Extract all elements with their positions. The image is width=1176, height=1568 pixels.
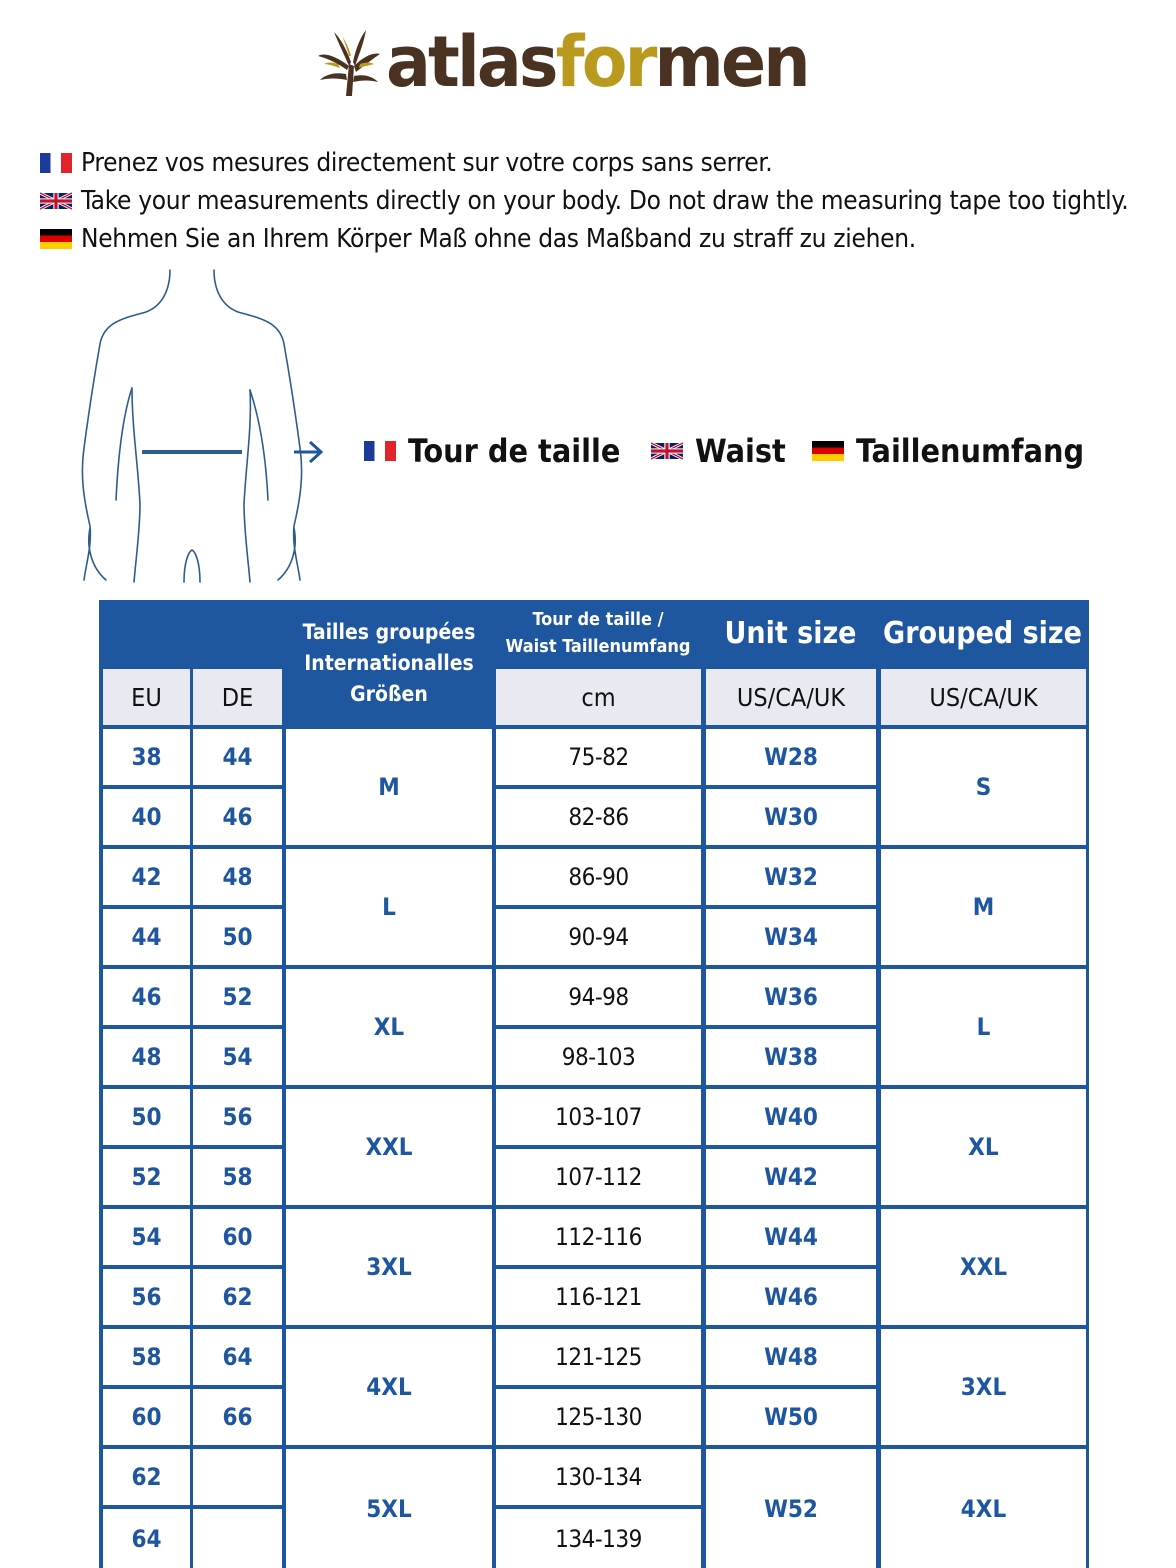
de-size-cell: 48: [193, 849, 282, 905]
eu-size-cell: 44: [103, 909, 190, 965]
intl-group-cell: 3XL: [286, 1209, 492, 1325]
grouped-size-cell: L: [881, 969, 1086, 1085]
grouped-size-cell: 3XL: [881, 1329, 1086, 1445]
grouped-size-cell: XL: [881, 1089, 1086, 1205]
de-size-cell: 60: [193, 1209, 282, 1265]
waist-cm-cell: 86-90: [496, 849, 701, 905]
instruction-de: [40, 224, 916, 254]
intl-group-cell: 5XL: [286, 1449, 492, 1568]
de-size-cell: 44: [193, 729, 282, 785]
waist-cm-cell: 98-103: [496, 1029, 701, 1085]
header-de: DE: [193, 669, 282, 725]
eu-size-cell: 48: [103, 1029, 190, 1085]
unit-size-cell: W52: [706, 1449, 876, 1568]
header-grouped-intl: Tailles groupées Internationalles Größen: [302, 619, 476, 706]
de-size-cell: 62: [193, 1269, 282, 1325]
de-size-cell: 58: [193, 1149, 282, 1205]
unit-size-cell: W50: [706, 1389, 876, 1445]
de-size-cell: 46: [193, 789, 282, 845]
flag-fr-icon: [364, 441, 396, 461]
instruction-text: Nehmen Sie an Ihrem Körper Maß ohne das Maßband zu straff zu ziehen.: [81, 224, 916, 254]
waist-label-text: Tour de taille: [408, 432, 621, 470]
instruction-text: Prenez vos mesures directement sur votre corps sans serrer.: [81, 148, 773, 178]
size-table: [99, 600, 1089, 1568]
grouped-size-cell: S: [881, 729, 1086, 845]
waist-cm-cell: 82-86: [496, 789, 701, 845]
waist-label-fr: [364, 432, 620, 470]
waist-label-de: [812, 432, 1084, 470]
waist-label-text: Taillenumfang: [856, 432, 1085, 470]
flag-de-icon: [812, 441, 844, 461]
intl-group-cell: L: [286, 849, 492, 965]
grouped-size-cell: M: [881, 849, 1086, 965]
eu-size-cell: 40: [103, 789, 190, 845]
de-size-cell: [193, 1449, 282, 1505]
unit-size-cell: W44: [706, 1209, 876, 1265]
de-size-cell: 66: [193, 1389, 282, 1445]
intl-group-cell: XXL: [286, 1089, 492, 1205]
intl-group-cell: 4XL: [286, 1329, 492, 1445]
waist-cm-cell: 112-116: [496, 1209, 701, 1265]
eu-size-cell: 60: [103, 1389, 190, 1445]
header-us-grouped: US/CA/UK: [881, 669, 1086, 725]
waist-label-text: Waist: [695, 432, 786, 470]
de-size-cell: 54: [193, 1029, 282, 1085]
waist-cm-cell: 130-134: [496, 1449, 701, 1505]
eu-size-cell: 50: [103, 1089, 190, 1145]
unit-size-cell: W48: [706, 1329, 876, 1385]
eu-size-cell: 52: [103, 1149, 190, 1205]
unit-size-cell: W30: [706, 789, 876, 845]
flag-fr-icon: [40, 153, 72, 173]
eu-size-cell: 62: [103, 1449, 190, 1505]
intl-group-cell: M: [286, 729, 492, 845]
unit-size-cell: W36: [706, 969, 876, 1025]
arrow-right-icon: [294, 442, 321, 462]
header-grouped-size: Grouped size: [883, 615, 1082, 651]
eu-size-cell: 38: [103, 729, 190, 785]
unit-size-cell: W34: [706, 909, 876, 965]
header-cm: cm: [496, 669, 701, 725]
de-size-cell: [193, 1509, 282, 1568]
waist-cm-cell: 75-82: [496, 729, 701, 785]
waist-cm-cell: 134-139: [496, 1509, 701, 1568]
eu-size-cell: 64: [103, 1509, 190, 1568]
header-eu: EU: [103, 669, 190, 725]
eu-size-cell: 56: [103, 1269, 190, 1325]
waist-cm-cell: 125-130: [496, 1389, 701, 1445]
eu-size-cell: 42: [103, 849, 190, 905]
header-waist-title: Tour de taille / Waist Taillenumfang: [505, 609, 691, 657]
unit-size-cell: W38: [706, 1029, 876, 1085]
brand-logo: [316, 22, 830, 102]
intl-group-cell: XL: [286, 969, 492, 1085]
waist-cm-cell: 90-94: [496, 909, 701, 965]
de-size-cell: 50: [193, 909, 282, 965]
flag-uk-icon: [40, 191, 72, 211]
instruction-text: Take your measurements directly on your body. Do not draw the measuring tape too tightly.: [81, 186, 1129, 216]
grouped-size-cell: XXL: [881, 1209, 1086, 1325]
unit-size-cell: W46: [706, 1269, 876, 1325]
unit-size-cell: W32: [706, 849, 876, 905]
instruction-en: [40, 186, 1128, 216]
de-size-cell: 52: [193, 969, 282, 1025]
unit-size-cell: W42: [706, 1149, 876, 1205]
instruction-fr: [40, 148, 772, 178]
waist-cm-cell: 103-107: [496, 1089, 701, 1145]
flag-uk-icon: [651, 441, 683, 461]
flag-de-icon: [40, 229, 72, 249]
header-unit-size: Unit size: [724, 615, 857, 651]
eu-size-cell: 54: [103, 1209, 190, 1265]
waist-cm-cell: 94-98: [496, 969, 701, 1025]
unit-size-cell: W40: [706, 1089, 876, 1145]
waist-cm-cell: 121-125: [496, 1329, 701, 1385]
leaf-emblem-icon: [316, 26, 382, 98]
header-us-unit: US/CA/UK: [706, 669, 876, 725]
brand-wordmark: atlasformen: [386, 21, 808, 103]
unit-size-cell: W28: [706, 729, 876, 785]
grouped-size-cell: 4XL: [881, 1449, 1086, 1568]
waist-label-en: [651, 432, 786, 470]
de-size-cell: 56: [193, 1089, 282, 1145]
body-outline-illustration: [76, 268, 332, 584]
waist-cm-cell: 107-112: [496, 1149, 701, 1205]
eu-size-cell: 58: [103, 1329, 190, 1385]
eu-size-cell: 46: [103, 969, 190, 1025]
waist-cm-cell: 116-121: [496, 1269, 701, 1325]
de-size-cell: 64: [193, 1329, 282, 1385]
